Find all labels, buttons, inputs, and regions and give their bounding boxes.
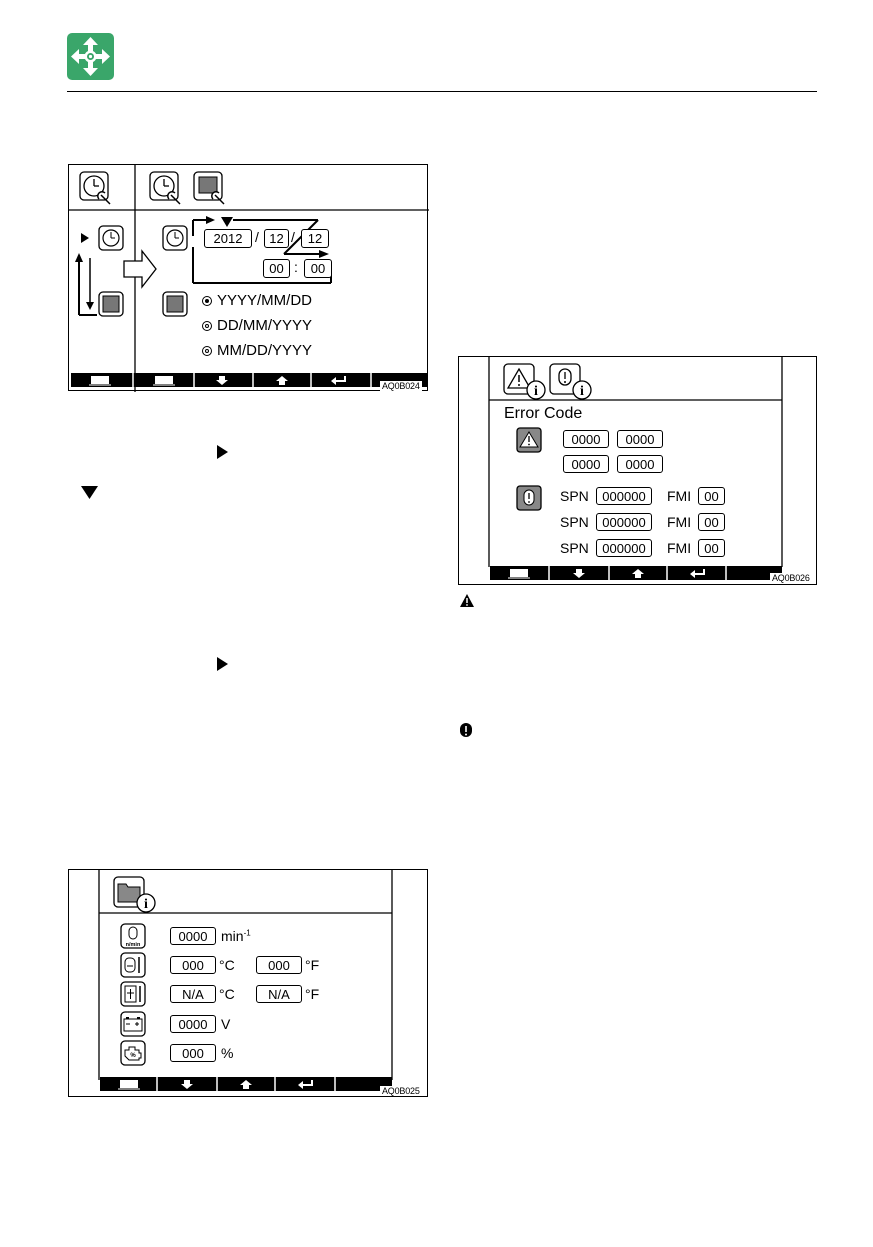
clock-settings-icon — [149, 171, 183, 210]
engine-speed-value: 0000 — [170, 927, 216, 945]
svg-text:n/min: n/min — [125, 942, 141, 948]
oil-temp-c-value: 000 — [170, 956, 216, 974]
month-field[interactable]: 12 — [264, 229, 289, 248]
oil-temp-c-unit: °C — [219, 957, 235, 973]
clock-icon — [98, 225, 124, 256]
oil-temp-f-value: 000 — [256, 956, 302, 974]
date-separator: / — [291, 229, 295, 245]
format-option[interactable] — [202, 346, 212, 356]
fmi-label: FMI — [667, 514, 692, 530]
header-icon — [67, 33, 114, 80]
folder-info-icon — [113, 876, 157, 919]
coolant-temperature-icon — [120, 981, 146, 1012]
engine-info-figure — [68, 869, 428, 1097]
engine-load-unit: % — [221, 1045, 234, 1061]
battery-icon — [120, 1011, 146, 1042]
hour-field[interactable]: 00 — [263, 259, 290, 278]
year-field[interactable]: 2012 — [204, 229, 252, 248]
coolant-temp-f-value: N/A — [256, 985, 302, 1003]
svg-text:i: i — [580, 384, 584, 399]
engine-speed-unit: $\min^{-1}$ — [221, 928, 251, 944]
warning-code: 0000 — [563, 430, 609, 448]
fmi-label: FMI — [667, 540, 692, 556]
day-field[interactable]: 12 — [301, 229, 329, 248]
engine-speed-icon — [120, 923, 146, 954]
oil-temp-f-unit: °F — [305, 957, 320, 973]
error-code-title: Error Code — [504, 405, 583, 422]
spn-label: SPN — [560, 488, 589, 504]
date-format-icon — [98, 291, 124, 322]
format-option-label: MM/DD/YYYY — [217, 342, 313, 359]
engine-info-icon — [549, 363, 593, 406]
header-rule — [67, 91, 817, 92]
fmi-value: 00 — [698, 513, 725, 531]
right-triangle-marker — [214, 444, 230, 460]
spn-value: 000000 — [596, 539, 652, 557]
battery-voltage-value: 0000 — [170, 1015, 216, 1033]
move-arrows-icon — [67, 33, 114, 80]
fmi-value: 00 — [698, 539, 725, 557]
format-option-label: DD/MM/YYYY — [217, 317, 313, 334]
right-triangle-marker — [214, 656, 230, 672]
spn-label: SPN — [560, 540, 589, 556]
spn-value: 000000 — [596, 487, 652, 505]
format-option-selected[interactable] — [202, 296, 212, 306]
format-option[interactable] — [202, 321, 212, 331]
coolant-temp-c-value: N/A — [170, 985, 216, 1003]
engine-marker — [459, 722, 473, 738]
engine-load-icon — [120, 1040, 146, 1071]
down-triangle-marker — [80, 484, 100, 500]
engine-load-value: 000 — [170, 1044, 216, 1062]
function-bar-keys — [100, 1077, 392, 1091]
svg-text:i: i — [144, 897, 148, 912]
clock-icon — [162, 225, 188, 256]
format-option-label: YYYY/MM/DD — [217, 292, 313, 309]
function-bar-keys — [490, 566, 782, 580]
figure-code: AQ0B026 — [772, 573, 810, 583]
oil-temperature-icon — [120, 952, 146, 983]
warning-code: 0000 — [617, 430, 663, 448]
date-format-icon — [162, 291, 188, 322]
svg-text:%: % — [130, 1053, 136, 1059]
clock-settings-icon — [79, 171, 113, 210]
time-separator: : — [294, 259, 298, 275]
minute-field[interactable]: 00 — [304, 259, 332, 278]
svg-text:i: i — [534, 384, 538, 399]
error-code-figure — [458, 356, 817, 585]
date-separator: / — [255, 229, 259, 245]
coolant-temp-c-unit: °C — [219, 986, 235, 1002]
warning-info-icon — [503, 363, 547, 406]
warning-icon — [516, 427, 542, 458]
coolant-temp-f-unit: °F — [305, 986, 320, 1002]
engine-error-icon — [516, 485, 542, 516]
warning-code: 0000 — [617, 455, 663, 473]
fmi-value: 00 — [698, 487, 725, 505]
date-setting-figure — [68, 164, 428, 391]
warning-marker — [459, 593, 475, 609]
function-bar-keys — [69, 373, 429, 387]
warning-code: 0000 — [563, 455, 609, 473]
battery-voltage-unit: V — [221, 1016, 231, 1032]
display-settings-icon — [193, 171, 227, 210]
spn-value: 000000 — [596, 513, 652, 531]
fmi-label: FMI — [667, 488, 692, 504]
figure-code: AQ0B024 — [382, 381, 420, 391]
figure-code: AQ0B025 — [382, 1086, 420, 1096]
spn-label: SPN — [560, 514, 589, 530]
